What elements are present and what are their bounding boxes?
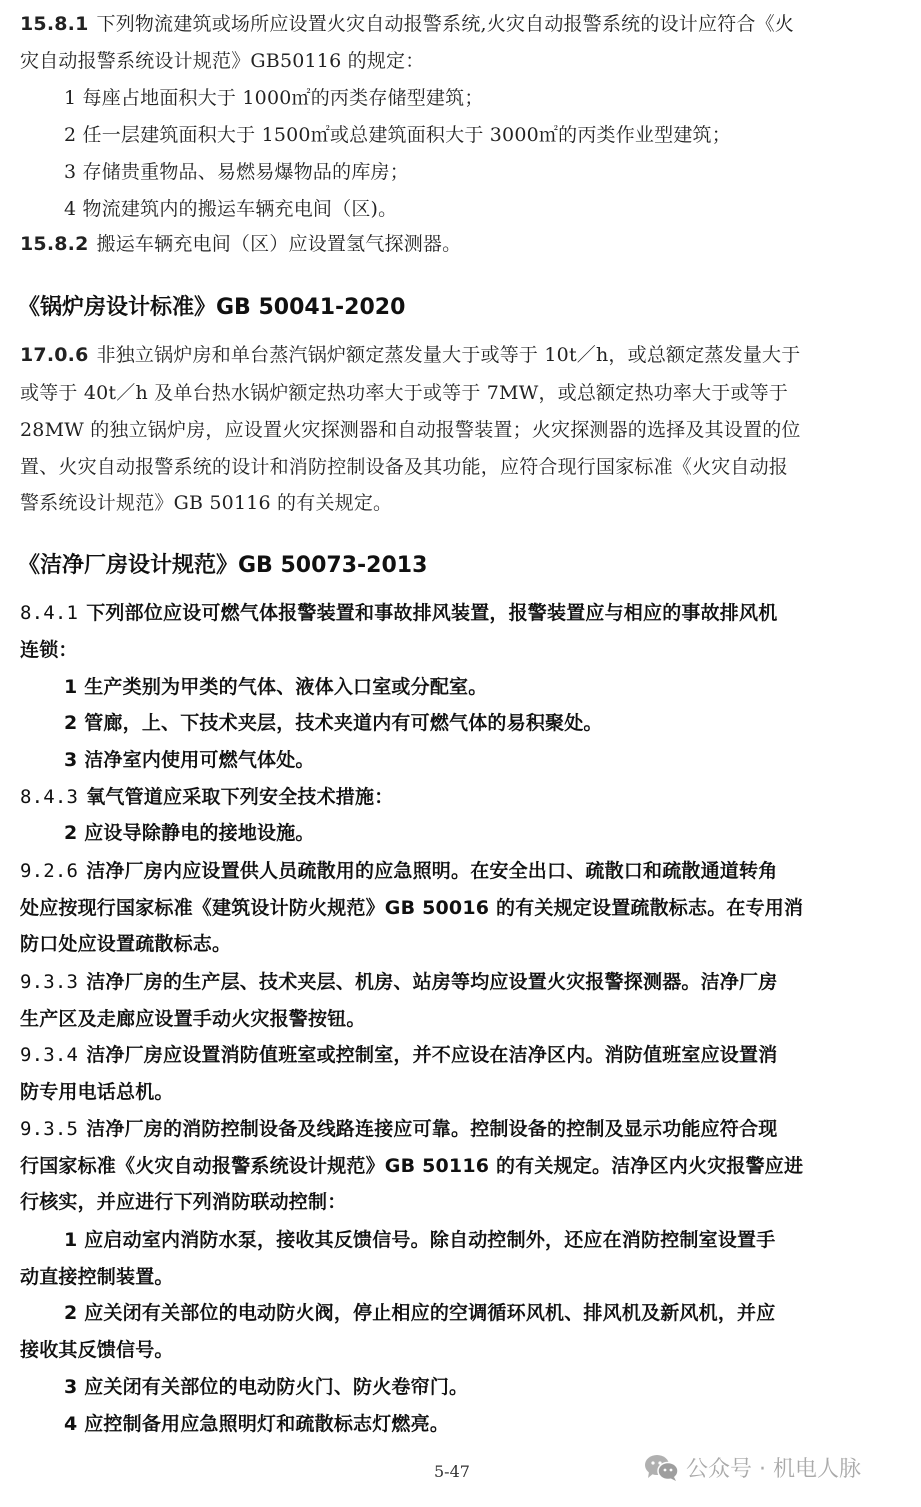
clause-15-8-1-line-2: 灾自动报警系统设计规范》GB50116 的规定： xyxy=(20,50,425,72)
clause-text: 洁净厂房的生产层、技术夹层、机房、站房等均应设置火灾报警探测器。洁净厂房 xyxy=(86,971,778,993)
clause-9-3-5-line-3: 行核实，并应进行下列消防联动控制： xyxy=(20,1191,347,1213)
clause-17-0-6-line-3: 28MW 的独立锅炉房，应设置火灾探测器和自动报警装置；火灾探测器的选择及其设置的位 xyxy=(20,419,801,441)
watermark-text: 公众号 · 机电人脉 xyxy=(686,1457,861,1482)
clause-text: 洁净厂房应设置消防值班室或控制室，并不应设在洁净区内。消防值班室应设置消 xyxy=(86,1044,778,1066)
wechat-icon xyxy=(644,1454,680,1482)
watermark xyxy=(644,1452,861,1483)
list-item-1: 1 每座占地面积大于 1000㎡的丙类存储型建筑； xyxy=(64,87,484,109)
clause-8-4-1-line-2: 连锁： xyxy=(20,639,78,661)
clause-9-3-4-line-1 xyxy=(20,1043,777,1067)
clause-9-3-3-line-2: 生产区及走廊应设置手动火灾报警按钮。 xyxy=(20,1008,366,1030)
list-item-1: 1 生产类别为甲类的气体、液体入口室或分配室。 xyxy=(64,676,488,698)
list-item-3: 3 洁净室内使用可燃气体处。 xyxy=(64,749,315,771)
clause-9-2-6-line-3: 防口处应设置疏散标志。 xyxy=(20,933,232,955)
clause-text: 洁净厂房内应设置供人员疏散用的应急照明。在安全出口、疏散口和疏散通道转角 xyxy=(86,860,778,882)
clause-number: 9.3.5 xyxy=(20,1118,79,1140)
list-item-1-line-2: 动直接控制装置。 xyxy=(20,1266,174,1288)
list-item-2: 2 管廊，上、下技术夹层，技术夹道内有可燃气体的易积聚处。 xyxy=(64,712,603,734)
list-item-2: 2 应设导除静电的接地设施。 xyxy=(64,822,315,844)
clause-9-2-6-line-2: 处应按现行国家标准《建筑设计防火规范》GB 50016 的有关规定设置疏散标志。在专用消 xyxy=(20,897,804,919)
clause-17-0-6-line-5: 警系统设计规范》GB 50116 的有关规定。 xyxy=(20,492,393,514)
clause-8-4-1-line-1 xyxy=(20,601,777,625)
clause-number: 9.3.3 xyxy=(20,971,79,993)
clause-number: 17.0.6 xyxy=(20,344,89,366)
clause-number: 15.8.2 xyxy=(20,233,89,255)
clause-15-8-2 xyxy=(20,232,461,256)
clause-number: 9.2.6 xyxy=(20,860,79,882)
clause-number: 8.4.1 xyxy=(20,602,79,624)
clause-number: 8.4.3 xyxy=(20,786,79,808)
list-item-3: 3 存储贵重物品、易燃易爆物品的库房； xyxy=(64,161,409,183)
clause-text: 搬运车辆充电间（区）应设置氢气探测器。 xyxy=(96,233,462,255)
clause-9-3-4-line-2: 防专用电话总机。 xyxy=(20,1081,174,1103)
clause-17-0-6-line-4: 置、火灾自动报警系统的设计和消防控制设备及其功能，应符合现行国家标准《火灾自动报 xyxy=(20,456,789,478)
list-item-1-line-1: 1 应启动室内消防水泵，接收其反馈信号。除自动控制外，还应在消防控制室设置手 xyxy=(64,1229,776,1251)
clause-text: 氧气管道应采取下列安全技术措施： xyxy=(86,786,394,808)
page-number: 5-47 xyxy=(434,1462,470,1481)
list-item-4: 4 应控制备用应急照明灯和疏散标志灯燃亮。 xyxy=(64,1413,450,1435)
clause-15-8-1-line-1 xyxy=(20,12,794,36)
clause-text: 洁净厂房的消防控制设备及线路连接应可靠。控制设备的控制及显示功能应符合现 xyxy=(86,1118,778,1140)
clause-text: 非独立锅炉房和单台蒸汽锅炉额定蒸发量大于或等于 10t／h，或总额定蒸发量大于 xyxy=(96,344,801,366)
section-heading-clean-room: 《洁净厂房设计规范》GB 50073-2013 xyxy=(18,553,428,578)
list-item-2: 2 任一层建筑面积大于 1500㎡或总建筑面积大于 3000㎡的丙类作业型建筑； xyxy=(64,124,731,146)
clause-number: 9.3.4 xyxy=(20,1044,79,1066)
clause-9-3-5-line-1 xyxy=(20,1117,777,1141)
clause-text: 下列物流建筑或场所应设置火灾自动报警系统,火灾自动报警系统的设计应符合《火 xyxy=(96,13,794,35)
list-item-3: 3 应关闭有关部位的电动防火门、防火卷帘门。 xyxy=(64,1376,469,1398)
clause-number: 15.8.1 xyxy=(20,13,89,35)
list-item-2-line-1: 2 应关闭有关部位的电动防火阀，停止相应的空调循环风机、排风机及新风机，并应 xyxy=(64,1302,776,1324)
section-heading-boiler-room: 《锅炉房设计标准》GB 50041-2020 xyxy=(18,295,406,320)
clause-text: 下列部位应设可燃气体报警装置和事故排风装置，报警装置应与相应的事故排风机 xyxy=(86,602,778,624)
clause-17-0-6-line-1 xyxy=(20,343,800,367)
clause-9-2-6-line-1 xyxy=(20,859,777,883)
clause-9-3-5-line-2: 行国家标准《火灾自动报警系统设计规范》GB 50116 的有关规定。洁净区内火灾报警应进 xyxy=(20,1155,804,1177)
clause-8-4-3 xyxy=(20,785,393,809)
clause-17-0-6-line-2: 或等于 40t／h 及单台热水锅炉额定热功率大于或等于 7MW，或总额定热功率大于或等于 xyxy=(20,382,789,404)
list-item-4: 4 物流建筑内的搬运车辆充电间（区)。 xyxy=(64,198,398,220)
list-item-2-line-2: 接收其反馈信号。 xyxy=(20,1339,174,1361)
clause-9-3-3-line-1 xyxy=(20,970,777,994)
